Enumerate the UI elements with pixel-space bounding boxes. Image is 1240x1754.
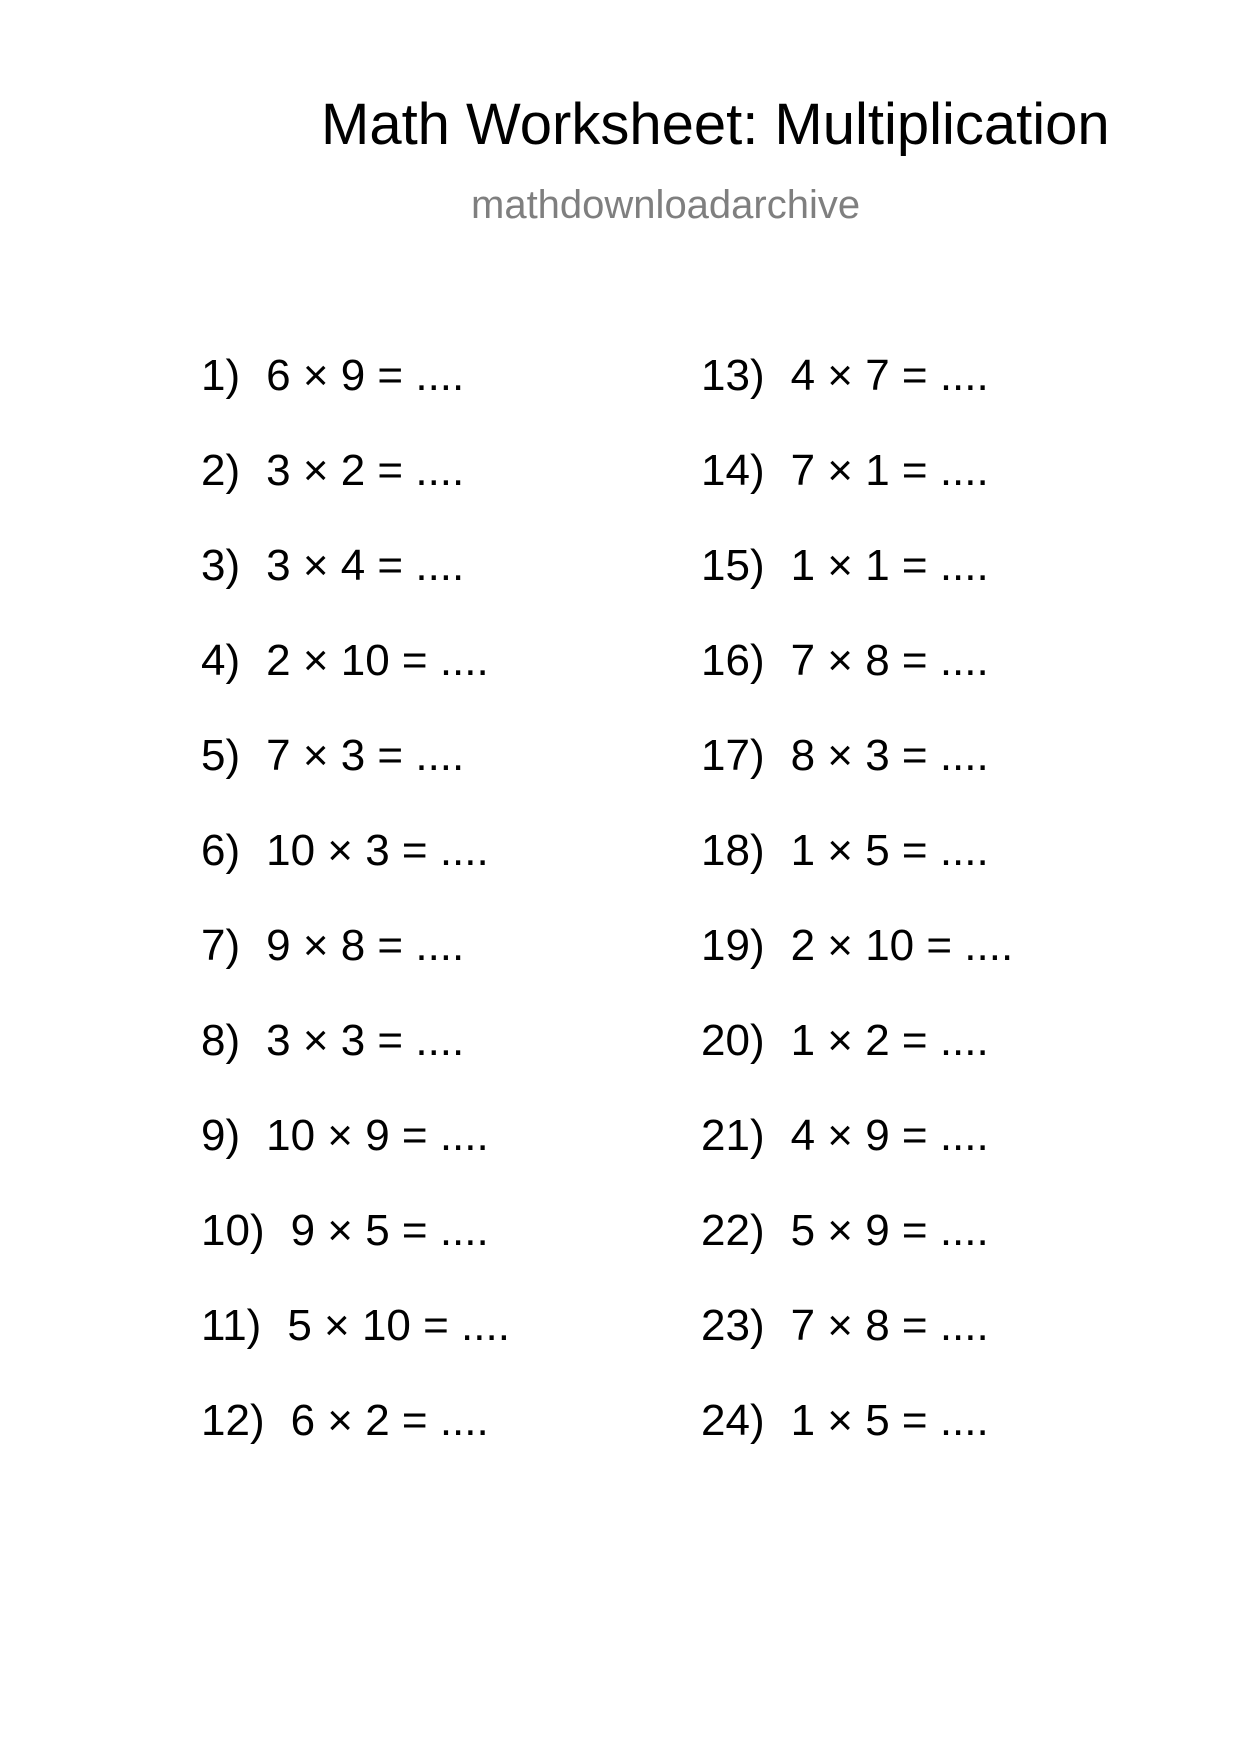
problem-expression: 4 × 7 = .... <box>790 351 989 400</box>
problem-number: 5) <box>201 731 241 780</box>
problem-number: 4) <box>201 636 241 685</box>
problems-right-column <box>701 350 1013 1490</box>
problem-expression: 9 × 5 = .... <box>290 1206 489 1255</box>
problem-item <box>201 730 510 825</box>
problem-expression: 2 × 10 = .... <box>790 921 1014 970</box>
worksheet-subtitle: mathdownloadarchive <box>471 183 861 227</box>
problem-expression: 6 × 9 = .... <box>266 351 465 400</box>
problem-item <box>701 445 1013 540</box>
problems-left-column <box>201 350 510 1490</box>
problem-item <box>701 1110 1013 1205</box>
problem-item <box>201 1015 510 1110</box>
problem-item <box>701 350 1013 445</box>
problem-expression: 7 × 8 = .... <box>790 636 989 685</box>
problem-number: 18) <box>701 826 765 875</box>
problem-expression: 7 × 3 = .... <box>266 731 465 780</box>
problem-number: 7) <box>201 921 241 970</box>
problem-number: 14) <box>701 446 765 495</box>
problem-item <box>201 1395 510 1490</box>
problem-item <box>701 825 1013 920</box>
problem-item <box>201 920 510 1015</box>
problem-number: 23) <box>701 1301 765 1350</box>
problem-number: 6) <box>201 826 241 875</box>
problem-item <box>701 1395 1013 1490</box>
problem-number: 1) <box>201 351 241 400</box>
problem-item <box>701 540 1013 635</box>
problem-number: 10) <box>201 1206 265 1255</box>
problem-item <box>701 1205 1013 1300</box>
problem-item <box>201 445 510 540</box>
problem-expression: 8 × 3 = .... <box>790 731 989 780</box>
worksheet-title: Math Worksheet: Multiplication <box>321 92 1110 157</box>
problem-number: 9) <box>201 1111 241 1160</box>
problem-expression: 7 × 1 = .... <box>790 446 989 495</box>
problem-item <box>701 920 1013 1015</box>
problem-expression: 3 × 3 = .... <box>266 1016 465 1065</box>
problem-item <box>701 730 1013 825</box>
problem-item <box>201 540 510 635</box>
problem-item <box>201 825 510 920</box>
problem-item <box>201 1205 510 1300</box>
problem-number: 20) <box>701 1016 765 1065</box>
problem-expression: 10 × 9 = .... <box>266 1111 489 1160</box>
problem-expression: 4 × 9 = .... <box>790 1111 989 1160</box>
problem-number: 11) <box>201 1301 262 1350</box>
problem-expression: 7 × 8 = .... <box>790 1301 989 1350</box>
problem-expression: 3 × 2 = .... <box>266 446 465 495</box>
problem-number: 24) <box>701 1396 765 1445</box>
problem-expression: 9 × 8 = .... <box>266 921 465 970</box>
problem-item <box>701 1015 1013 1110</box>
problem-expression: 3 × 4 = .... <box>266 541 465 590</box>
problem-number: 3) <box>201 541 241 590</box>
problem-item <box>201 350 510 445</box>
problem-number: 22) <box>701 1206 765 1255</box>
problem-number: 15) <box>701 541 765 590</box>
problem-number: 12) <box>201 1396 265 1445</box>
problem-expression: 1 × 1 = .... <box>790 541 989 590</box>
problem-number: 17) <box>701 731 765 780</box>
problem-expression: 2 × 10 = .... <box>266 636 489 685</box>
problem-expression: 1 × 2 = .... <box>790 1016 989 1065</box>
problem-item <box>201 635 510 730</box>
problem-expression: 10 × 3 = .... <box>266 826 489 875</box>
problem-expression: 5 × 9 = .... <box>790 1206 989 1255</box>
problem-number: 2) <box>201 446 241 495</box>
problem-number: 19) <box>701 921 765 970</box>
problem-item <box>701 635 1013 730</box>
problem-expression: 1 × 5 = .... <box>790 1396 989 1445</box>
problem-item <box>201 1110 510 1205</box>
problem-number: 13) <box>701 351 765 400</box>
problem-item <box>701 1300 1013 1395</box>
problem-expression: 1 × 5 = .... <box>790 826 989 875</box>
problem-expression: 6 × 2 = .... <box>290 1396 489 1445</box>
problem-number: 21) <box>701 1111 765 1160</box>
problem-number: 16) <box>701 636 765 685</box>
problem-expression: 5 × 10 = .... <box>287 1301 510 1350</box>
problem-item <box>201 1300 510 1395</box>
problem-number: 8) <box>201 1016 241 1065</box>
